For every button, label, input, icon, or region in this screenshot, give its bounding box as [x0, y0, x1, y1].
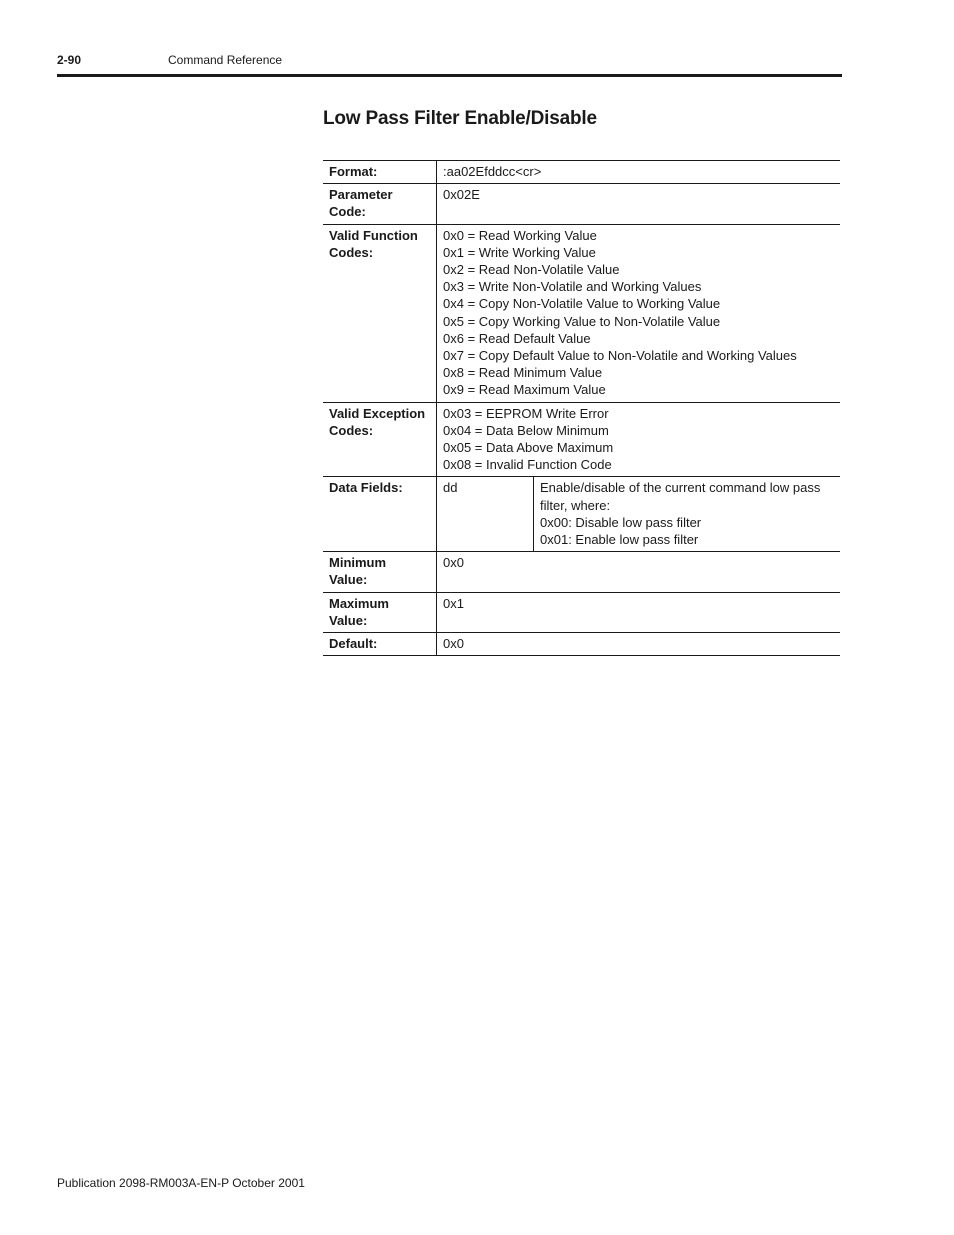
function-code-item: 0x4 = Copy Non-Volatile Value to Working Value: [443, 296, 721, 312]
parameter-code-label-line1: Parameter: [329, 187, 393, 203]
section-title: Low Pass Filter Enable/Disable: [323, 108, 597, 129]
function-code-item: 0x9 = Read Maximum Value: [443, 382, 606, 398]
valid-function-codes-list: [437, 224, 841, 402]
valid-function-codes-label-line1: Valid Function: [329, 227, 418, 243]
page-number: 2-90: [57, 53, 82, 67]
function-code-item: 0x8 = Read Minimum Value: [443, 365, 603, 381]
maximum-value-label-line1: Maximum: [329, 595, 389, 611]
parameter-code-label-line2: Code:: [329, 204, 366, 220]
row-valid-exception-codes: [323, 402, 840, 477]
data-field-name: dd: [437, 477, 534, 552]
function-code-item: 0x7 = Copy Default Value to Non-Volatile and Working Values: [443, 348, 797, 364]
page-header: [0, 0, 954, 80]
command-spec-table: [323, 160, 840, 656]
function-code-item: 0x3 = Write Non-Volatile and Working Values: [443, 279, 702, 295]
default-label: Default:: [323, 633, 437, 656]
function-code-item: 0x0 = Read Working Value: [443, 227, 597, 243]
row-format: [323, 161, 840, 184]
data-field-description-line: Enable/disable of the current command low pass: [540, 480, 821, 496]
format-label: Format:: [323, 161, 437, 184]
minimum-value-label: [323, 552, 437, 592]
minimum-value-label-line2: Value:: [329, 572, 368, 588]
data-field-description-line: filter, where:: [540, 497, 611, 513]
function-code-item: 0x6 = Read Default Value: [443, 330, 591, 346]
function-code-item: 0x5 = Copy Working Value to Non-Volatile Value: [443, 313, 721, 329]
header-rule: [57, 74, 842, 77]
valid-exception-codes-list: [437, 402, 841, 477]
row-minimum-value: [323, 552, 840, 592]
minimum-value-label-line1: Minimum: [329, 555, 387, 571]
exception-code-item: 0x03 = EEPROM Write Error: [443, 405, 609, 421]
row-parameter-code: [323, 184, 840, 224]
parameter-code-value: 0x02E: [437, 184, 841, 224]
parameter-code-label: [323, 184, 437, 224]
maximum-value: 0x1: [437, 592, 841, 632]
row-maximum-value: [323, 592, 840, 632]
valid-exception-codes-label-line2: Codes:: [329, 422, 374, 438]
header-section-title: Command Reference: [168, 53, 283, 67]
valid-function-codes-label-line2: Codes:: [329, 244, 374, 260]
default-value: 0x0: [437, 633, 841, 656]
page-footer: [57, 1176, 305, 1190]
valid-exception-codes-label-line1: Valid Exception: [329, 405, 426, 421]
maximum-value-label: [323, 592, 437, 632]
row-data-fields: [323, 477, 840, 552]
publication-info: Publication 2098-RM003A-EN-P October 2001: [57, 1176, 305, 1190]
row-default: [323, 633, 840, 656]
maximum-value-label-line2: Value:: [329, 612, 368, 628]
data-fields-label: Data Fields:: [323, 477, 437, 552]
data-field-description: [534, 477, 841, 552]
exception-code-item: 0x04 = Data Below Minimum: [443, 422, 609, 438]
valid-function-codes-label: [323, 224, 437, 402]
format-value: :aa02Efddcc<cr>: [437, 161, 841, 184]
row-valid-function-codes: [323, 224, 840, 402]
exception-code-item: 0x05 = Data Above Maximum: [443, 440, 614, 456]
data-field-description-line: 0x00: Disable low pass filter: [540, 514, 702, 530]
function-code-item: 0x2 = Read Non-Volatile Value: [443, 262, 620, 278]
minimum-value: 0x0: [437, 552, 841, 592]
valid-exception-codes-label: [323, 402, 437, 477]
function-code-item: 0x1 = Write Working Value: [443, 244, 596, 260]
exception-code-item: 0x08 = Invalid Function Code: [443, 457, 612, 473]
data-field-description-line: 0x01: Enable low pass filter: [540, 532, 699, 548]
